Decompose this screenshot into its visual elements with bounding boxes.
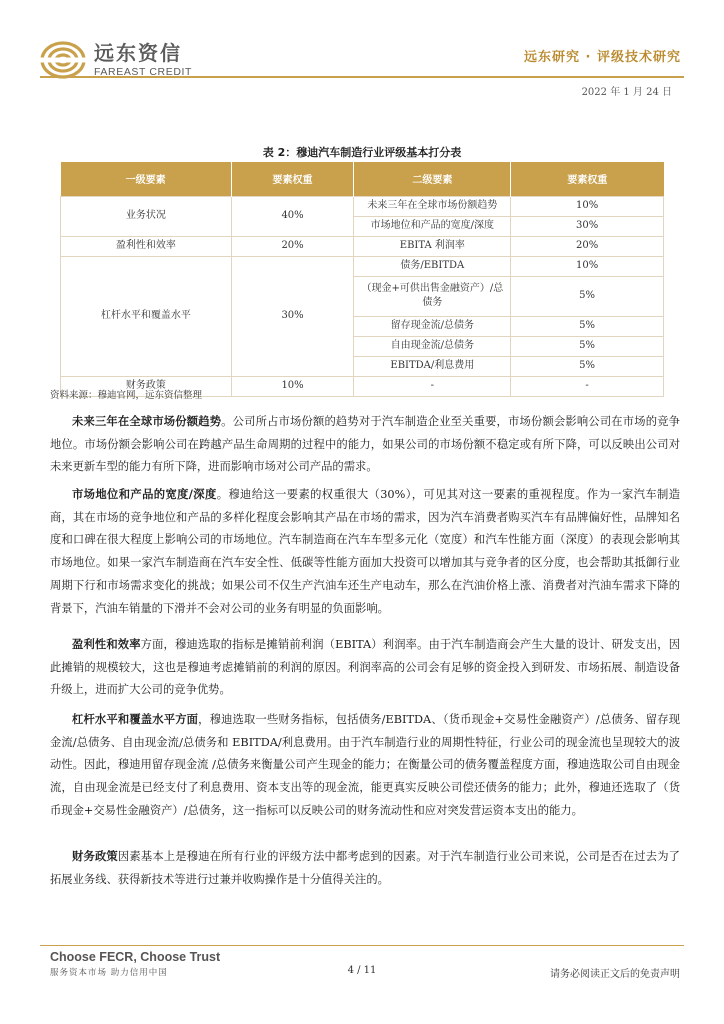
header-cell: 要素权重 [511, 162, 664, 196]
secondary-factor: - [354, 376, 511, 396]
primary-weight: 30% [231, 256, 354, 376]
paragraph-market-position [50, 484, 680, 620]
company-logo [40, 40, 192, 80]
paragraph-leverage [50, 709, 680, 823]
paragraph-lead: 盈利性和效率 [72, 638, 141, 651]
primary-weight: 20% [231, 236, 354, 256]
report-date: 2022 年 1 月 24 日 [581, 87, 672, 98]
table-row [61, 236, 664, 256]
secondary-weight: 5% [511, 316, 664, 336]
footer-disclaimer: 请务必阅读正文后的免责声明 [550, 969, 680, 980]
secondary-weight: - [511, 376, 664, 396]
logo-chinese-name: 远东资信 [94, 41, 182, 65]
header-divider [40, 76, 684, 78]
primary-factor: 盈利性和效率 [61, 236, 232, 256]
paragraph-body: ，穆迪选取一些财务指标，包括债务/EBITDA、（货币现金+交易性金融资产）/总债务、留存现金流/总债务、自由现金流/总债务和 EBITDA/利息费用。由于汽车制造行业的周期性特征，行业公司的现金流也呈现较大的波动性。因此，穆迪用留存现金流 /总债务来衡量公司产生现金的能力；在衡量公司的债务覆盖程度方面，穆迪选取公司自由现金流，自由现金流是已经支付了利息费用、资本支出等的现金流，能更真实反映公司偿还债务的能力；此外，穆迪还选取了（货币现金+交易性金融资产）/总债务，这一指标可以反映公司的财务流动性和应对突发营运资本支出的能力。 [50, 713, 680, 817]
secondary-weight: 30% [511, 216, 664, 236]
report-series: 远东研究 · 评级技术研究 [524, 50, 681, 65]
primary-factor: 财务政策 [61, 376, 232, 396]
secondary-factor: 市场地位和产品的宽度/深度 [354, 216, 511, 236]
primary-factor: 业务状况 [61, 196, 232, 236]
secondary-weight: 5% [511, 336, 664, 356]
table-row [61, 196, 664, 216]
table-source-note: 资料来源：穆迪官网，远东资信整理 [50, 390, 203, 401]
paragraph-body: 。穆迪给这一要素的权重很大（30%），可见其对这一要素的重视程度。作为一家汽车制造商，其在市场的竞争地位和产品的多样化程度会影响其产品在市场的需求，因为汽车消费者购买汽车有品牌偏好性，品牌知名度和口碑在很大程度上影响公司的市场地位。汽车制造商在汽车车型多元化（宽度）和汽车性能方面（深度）的表现会影响其市场地位。如果一家汽车制造商在汽车安全性、低碳等性能方面加大投资可以增加其与竞争者的区分度，也会帮助其抵御行业周期下行和市场需求变化的挑战；如果公司不仅生产汽油车还生产电动车，那么在汽油价格上涨、消费者对汽油车需求下降的背景下，汽油车销量的下滑并不会对公司的业务有明显的负面影响。 [50, 488, 680, 615]
secondary-weight: 10% [511, 196, 664, 216]
table-row [61, 256, 664, 276]
header-cell: 要素权重 [231, 162, 354, 196]
paragraph-lead: 财务政策 [72, 850, 118, 863]
paragraph-profitability [50, 634, 680, 702]
secondary-weight: 10% [511, 256, 664, 276]
secondary-weight: 5% [511, 356, 664, 376]
paragraph-lead: 未来三年在全球市场份额趋势 [72, 415, 222, 428]
paragraph-financial-policy [50, 846, 680, 891]
secondary-factor: 自由现金流/总债务 [354, 336, 511, 356]
secondary-factor: 债务/EBITDA [354, 256, 511, 276]
paragraph-lead: 杠杆水平和覆盖水平方面 [72, 713, 199, 726]
secondary-factor: （现金+可供出售金融资产）/总债务 [354, 276, 511, 316]
paragraph-body: 方面，穆迪选取的指标是摊销前利润（EBITA）利润率。由于汽车制造商会产生大量的设计、研发支出，因此摊销的规模较大，这也是穆迪考虑摊销前的利润的原因。利润率高的公司会有足够的资金投入到研发、市场拓展、制造设备升级上，进而扩大公司的竞争优势。 [50, 638, 680, 697]
logo-english-name: FAREAST CREDIT [94, 66, 193, 78]
secondary-factor: EBITDA/利息费用 [354, 356, 511, 376]
primary-weight: 40% [231, 196, 354, 236]
paragraph-market-share [50, 411, 680, 479]
paragraph-body: 因素基本上是穆迪在所有行业的评级方法中都考虑到的因素。对于汽车制造行业公司来说，公司是否在过去为了拓展业务线、获得新技术等进行过兼并收购操作是十分值得关注的。 [50, 850, 680, 886]
paragraph-lead: 市场地位和产品的宽度/深度 [72, 488, 217, 501]
paragraph-body: 。公司所占市场份额的趋势对于汽车制造企业至关重要，市场份额会影响公司在市场的竞争地位。市场份额会影响公司在跨越产品生命周期的过程中的能力，如果公司的市场份额不稳定或有所下降，可以反映出公司对未来更新车型的能力有所下降，进而影响市场对公司产品的需求。 [50, 415, 680, 474]
secondary-weight: 20% [511, 236, 664, 256]
header-cell: 二级要素 [354, 162, 511, 196]
header-cell: 一级要素 [61, 162, 232, 196]
footer-divider [40, 945, 684, 946]
page-number: 4 / 11 [347, 965, 377, 976]
table-title: 表 2：穆迪汽车制造行业评级基本打分表 [262, 146, 462, 159]
primary-weight: 10% [231, 376, 354, 396]
table-header-row [61, 162, 664, 196]
primary-factor: 杠杆水平和覆盖水平 [61, 256, 232, 376]
fareast-logo-icon [40, 40, 86, 80]
secondary-factor: 未来三年在全球市场份额趋势 [354, 196, 511, 216]
footer-slogan: 服务资本市场 助力信用中国 [50, 968, 168, 978]
footer-brand: Choose FECR, Choose Trust [50, 950, 221, 964]
secondary-factor: EBITA 利润率 [354, 236, 511, 256]
secondary-weight: 5% [511, 276, 664, 316]
secondary-factor: 留存现金流/总债务 [354, 316, 511, 336]
scoring-table [60, 162, 664, 397]
